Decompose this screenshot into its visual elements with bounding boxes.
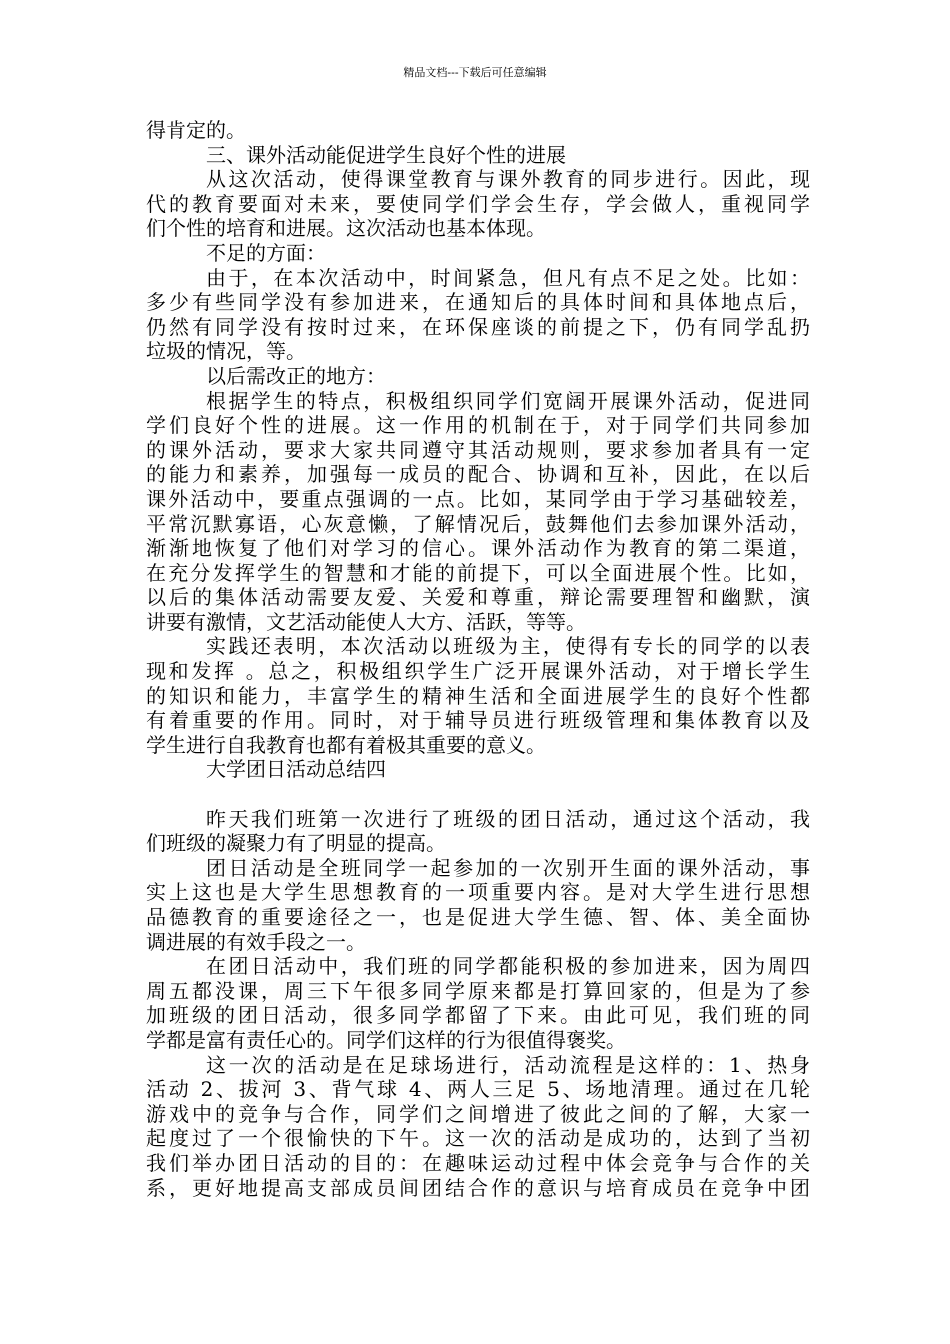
text-line: 课外活动中，要重点强调的一点。比如，某同学由于学习基础较差， xyxy=(146,486,810,511)
text-line: 多少有些同学没有参加进来，在通知后的具体时间和具体地点后， xyxy=(146,290,810,315)
text-line: 在团日活动中，我们班的同学都能积极的参加进来，因为周四 xyxy=(206,954,810,979)
text-line: 平常沉默寡语，心灰意懒，了解情况后，鼓舞他们去参加课外活动， xyxy=(146,511,810,536)
text-line: 调进展的有效手段之一。 xyxy=(146,929,366,954)
document-body xyxy=(146,118,810,1200)
text-line: 三、课外活动能促进学生良好个性的进展 xyxy=(206,142,566,167)
text-line: 根据学生的特点，积极组织同学们宽阔开展课外活动，促进同 xyxy=(206,388,810,413)
text-line: 的课外活动，要求大家共同遵守其活动规则，要求参加者具有一定 xyxy=(146,437,810,462)
text-line: 以后需改正的地方： xyxy=(206,363,386,388)
text-line: 起度过了一个很愉快的下午。这一次的活动是成功的，达到了当初 xyxy=(146,1126,810,1151)
text-line: 讲要有激情，文艺活动能使人大方、活跃，等等。 xyxy=(146,609,586,634)
text-line: 实上这也是大学生思想教育的一项重要内容。是对大学生进行思想 xyxy=(146,880,810,905)
text-line: 由于，在本次活动中，时间紧急，但凡有点不足之处。比如： xyxy=(206,265,810,290)
text-line: 周五都没课，周三下午很多同学原来都是打算回家的，但是为了参 xyxy=(146,978,810,1003)
text-line: 加班级的团日活动，很多同学都留了下来。由此可见，我们班的同 xyxy=(146,1003,810,1028)
text-line: 不足的方面： xyxy=(206,240,326,265)
text-line: 仍然有同学没有按时过来，在环保座谈的前提之下，仍有同学乱扔 xyxy=(146,314,810,339)
text-line: 系，更好地提高支部成员间团结合作的意识与培育成员在竞争中团 xyxy=(146,1175,810,1200)
text-line: 这一次的活动是在足球场进行，活动流程是这样的：1、热身 xyxy=(206,1052,810,1077)
text-line: 的知识和能力，丰富学生的精神生活和全面进展学生的良好个性都 xyxy=(146,683,810,708)
text-line: 学都是富有责任心的。同学们这样的行为很值得褒奖。 xyxy=(146,1027,626,1052)
text-line: 我们举办团日活动的目的：在趣味运动过程中体会竞争与合作的关 xyxy=(146,1150,810,1175)
text-line: 代的教育要面对未来，要使同学们学会生存，学会做人，重视同学 xyxy=(146,191,810,216)
text-line: 在充分发挥学生的智慧和才能的前提下，可以全面进展个性。比如， xyxy=(146,560,810,585)
text-line: 游戏中的竞争与合作，同学们之间增进了彼此之间的了解，大家一 xyxy=(146,1101,810,1126)
page-header: 精品文档---下载后可任意编辑 xyxy=(403,66,547,79)
text-line: 的能力和素养，加强每一成员的配合、协调和互补，因此，在以后 xyxy=(146,462,810,487)
text-line: 实践还表明，本次活动以班级为主，使得有专长的同学的以表 xyxy=(206,634,810,659)
text-line: 现和发挥 。总之，积极组织学生广泛开展课外活动，对于增长学生 xyxy=(146,659,810,684)
text-line: 们班级的凝聚力有了明显的提高。 xyxy=(146,831,446,856)
text-line: 活动 2、拔河 3、背气球 4、两人三足 5、场地清理。通过在几轮 xyxy=(146,1077,810,1102)
text-line: 以后的集体活动需要友爱、关爱和尊重，辩论需要理智和幽默，演 xyxy=(146,585,810,610)
blank-line xyxy=(146,782,810,807)
text-line: 们个性的培育和进展。这次活动也基本体现。 xyxy=(146,216,546,241)
text-line: 团日活动是全班同学一起参加的一次别开生面的课外活动，事 xyxy=(206,855,810,880)
text-line: 品德教育的重要途径之一，也是促进大学生德、智、体、美全面协 xyxy=(146,905,810,929)
text-line: 昨天我们班第一次进行了班级的团日活动，通过这个活动，我 xyxy=(206,806,810,831)
text-line: 有着重要的作用。同时，对于辅导员进行班级管理和集体教育以及 xyxy=(146,708,810,733)
text-line: 渐渐地恢复了他们对学习的信心。课外活动作为教育的第二渠道， xyxy=(146,536,810,561)
text-line: 学生进行自我教育也都有着极其重要的意义。 xyxy=(146,732,546,757)
text-line: 垃圾的情况，等。 xyxy=(146,339,306,364)
text-line: 学们良好个性的进展。这一作用的机制在于，对于同学们共同参加 xyxy=(146,413,810,438)
text-line: 大学团日活动总结四 xyxy=(206,757,386,782)
text-line: 从这次活动，使得课堂教育与课外教育的同步进行。因此，现 xyxy=(206,167,810,192)
text-line: 得肯定的。 xyxy=(146,118,246,142)
